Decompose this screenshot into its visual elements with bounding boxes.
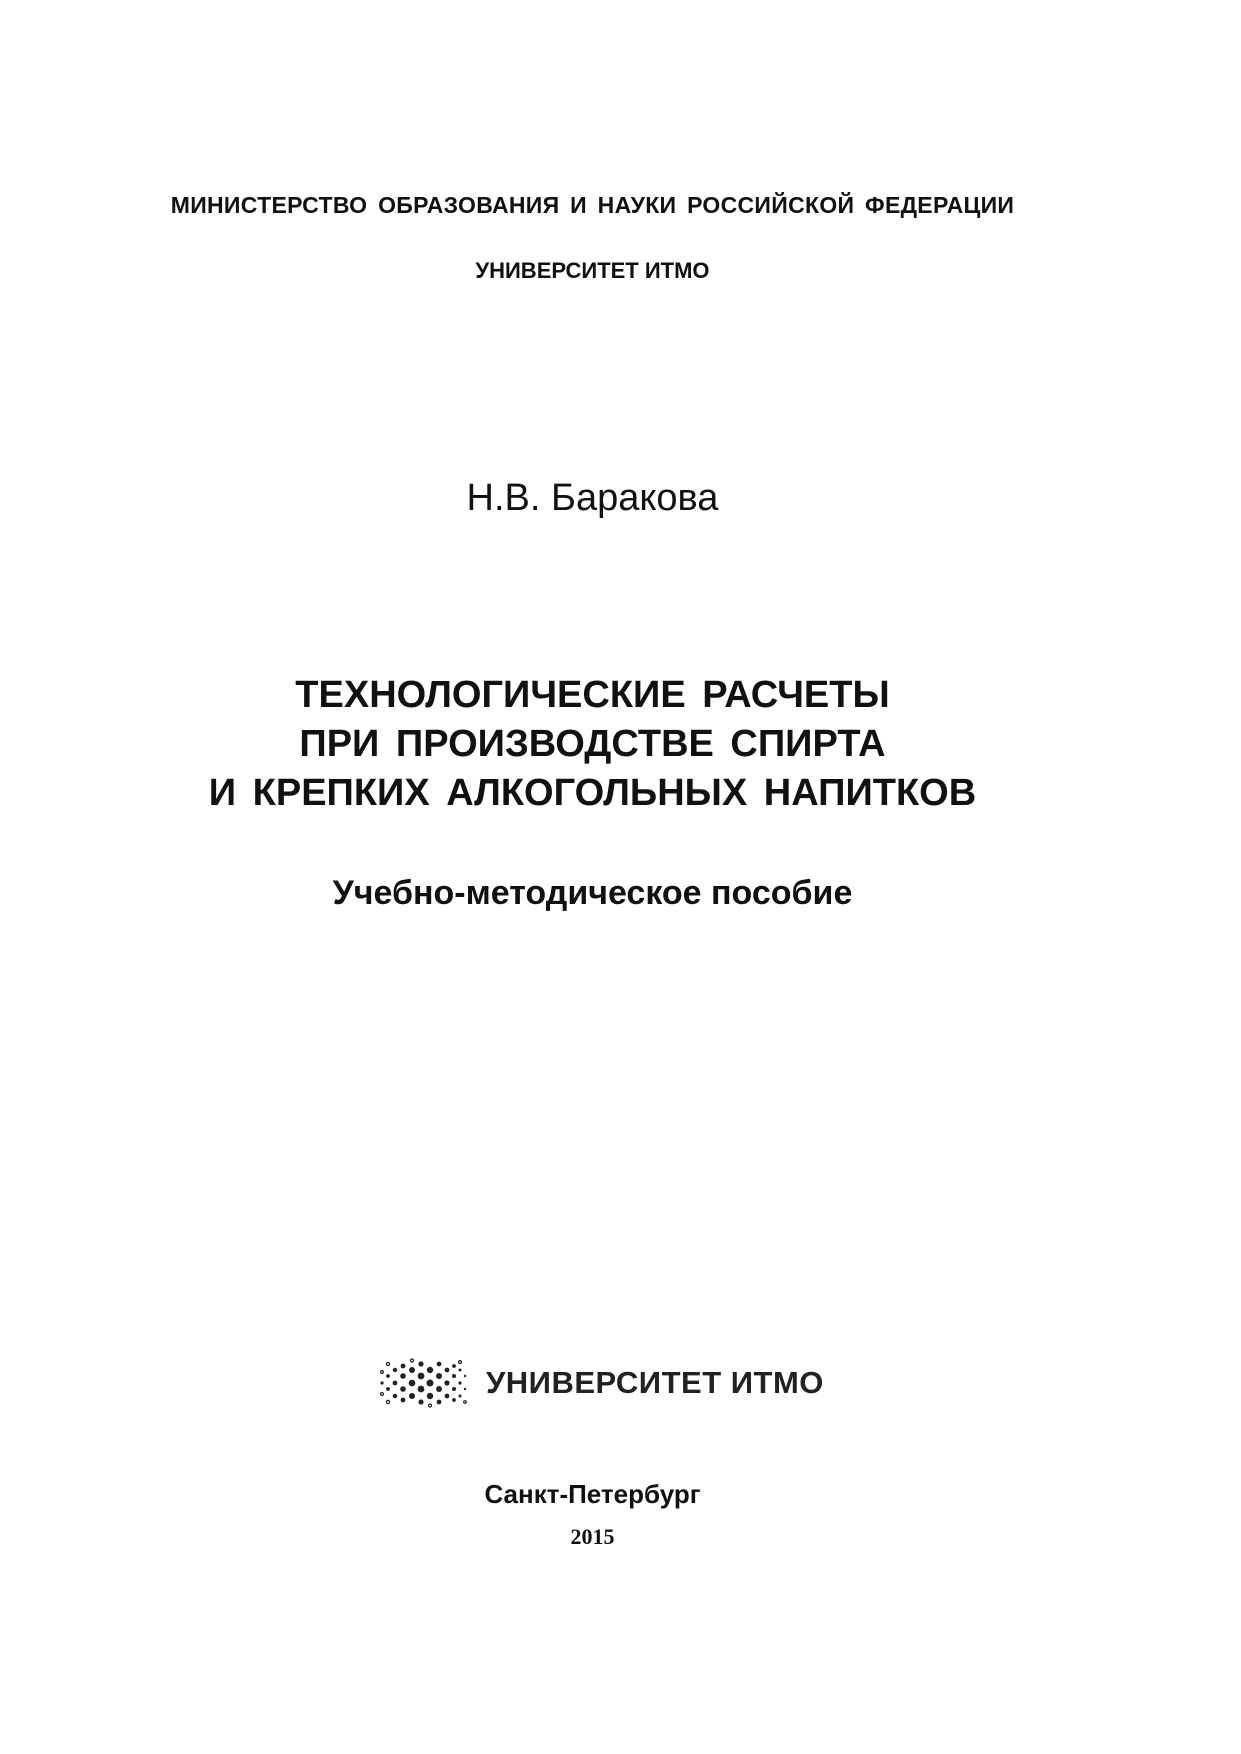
book-subtitle: Учебно-методическое пособие <box>332 874 853 912</box>
ministry-heading: МИНИСТЕРСТВО ОБРАЗОВАНИЯ И НАУКИ РОССИЙСКОЙ ФЕДЕРАЦИИ <box>170 192 1015 218</box>
book-title <box>0 671 1185 818</box>
author-name: Н.В. Баракова <box>466 477 719 519</box>
itmo-dots-logo-icon <box>376 1358 472 1408</box>
itmo-logo <box>376 1358 824 1408</box>
logo-wordmark: УНИВЕРСИТЕТ ИТМО <box>486 1365 824 1400</box>
title-line-3: И КРЕПКИХ АЛКОГОЛЬНЫХ НАПИТКОВ <box>208 772 977 814</box>
title-line-1: ТЕХНОЛОГИЧЕСКИЕ РАСЧЕТЫ <box>295 674 890 716</box>
title-line-2: ПРИ ПРОИЗВОДСТВЕ СПИРТА <box>299 723 886 765</box>
university-heading: УНИВЕРСИТЕТ ИТМО <box>475 258 710 283</box>
publication-year: 2015 <box>570 1524 615 1549</box>
publication-city: Санкт-Петербург <box>484 1479 701 1509</box>
